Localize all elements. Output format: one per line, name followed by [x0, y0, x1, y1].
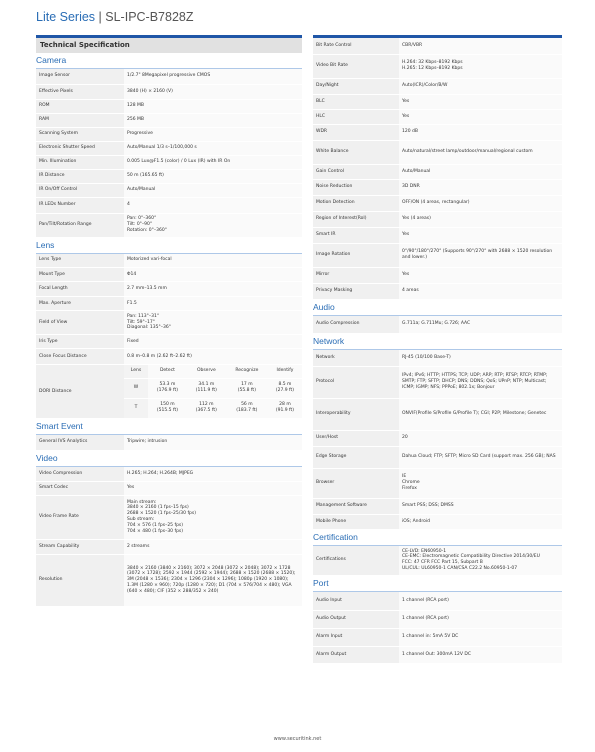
spec-label: Smart IR	[313, 227, 399, 243]
dori-header-recognize: Recognize	[226, 365, 268, 378]
spec-label: Alarm Input	[313, 628, 399, 646]
spec-row-audio-output	[313, 610, 562, 628]
spec-label: Browser	[313, 468, 399, 498]
dori-label: DORI Distance	[36, 365, 124, 419]
dori-table	[124, 365, 302, 419]
spec-label: Close Focus Distance	[36, 349, 124, 365]
spec-row-white-balance	[313, 140, 562, 164]
spec-row-close-focus-distance	[36, 349, 302, 365]
left-column	[36, 35, 302, 607]
left-sections	[36, 55, 302, 607]
spec-label: Privacy Masking	[313, 283, 399, 299]
dori-header-row	[124, 365, 302, 378]
spec-row-max-aperture	[36, 297, 302, 311]
section-title-network: Network	[313, 336, 562, 350]
spec-value: Auto/Manual	[399, 164, 562, 179]
spec-label: Video Frame Rate	[36, 495, 124, 539]
section-title-audio: Audio	[313, 302, 562, 316]
spec-value: Motorized vari-focal	[124, 254, 302, 268]
spec-value: 1 channel Out: 300mA 12V DC	[399, 646, 562, 663]
spec-row-focal-length	[36, 282, 302, 297]
spec-label: Noise Reduction	[313, 179, 399, 195]
spec-value: 20	[399, 430, 562, 446]
spec-row-lens-type	[36, 254, 302, 268]
spec-row-certifications	[313, 546, 562, 576]
spec-value: Yes	[399, 109, 562, 124]
spec-value: Φ14	[124, 268, 302, 282]
spec-label: Stream Capability	[36, 539, 124, 554]
spec-table	[313, 350, 562, 530]
spec-row-ir-distance	[36, 169, 302, 183]
spec-row-video-bit-rate	[313, 54, 562, 78]
spec-value: 0.8 m–0.8 m (2.62 ft–2.62 ft)	[124, 349, 302, 365]
spec-label: Alarm Output	[313, 646, 399, 663]
spec-label: Video Compression	[36, 467, 124, 481]
spec-value: Auto/Manual 1/3 s–1/100,000 s	[124, 141, 302, 155]
spec-heading: Technical Specification	[36, 38, 302, 53]
spec-row-video-compression	[36, 467, 302, 481]
spec-row-mount-type	[36, 268, 302, 282]
spec-value: 4	[124, 197, 302, 213]
spec-label: Scanning System	[36, 127, 124, 141]
spec-row-electronic-shutter-speed	[36, 141, 302, 155]
spec-value: CBR/VBR	[399, 38, 562, 54]
section-title-certification: Certification	[313, 532, 562, 546]
spec-label: RAM	[36, 113, 124, 127]
spec-label: Management Software	[313, 498, 399, 514]
spec-table	[36, 467, 302, 607]
spec-row-image-sensor	[36, 69, 302, 84]
spec-label: Max. Aperture	[36, 297, 124, 311]
footer-url: www.securitink.net	[273, 736, 322, 742]
spec-value: 0°/90°/180°/270° (Supports 90°/270° with 2688 × 1520 resolution and lower.)	[399, 243, 562, 267]
spec-label: IR Distance	[36, 169, 124, 183]
spec-label: Lens Type	[36, 254, 124, 268]
spec-label: IR On/Off Control	[36, 183, 124, 197]
spec-row-smart-codec	[36, 481, 302, 495]
spec-label: General IVS Analytics	[36, 435, 124, 451]
spec-value: Pan: 0°–360° Tilt: 0°–90° Rotation: 0°–360°	[124, 213, 302, 237]
spec-label: White Balance	[313, 140, 399, 164]
spec-value: 1/2.7" 8Megapixel progressive CMOS	[124, 69, 302, 84]
spec-value: Tripwire; intrusion	[124, 435, 302, 451]
spec-value: Auto/natural/street lamp/outdoor/manual/regional custom	[399, 140, 562, 164]
spec-value: RJ-45 (10/100 Base-T)	[399, 350, 562, 366]
spec-label: Electronic Shutter Speed	[36, 141, 124, 155]
spec-label: Focal Length	[36, 282, 124, 297]
spec-value: IE Chrome Firefox	[399, 468, 562, 498]
dori-header-detect: Detect	[148, 365, 187, 378]
spec-value: G.711a; G.711Mu; G.726; AAC	[399, 316, 562, 334]
spec-label: Gain Control	[313, 164, 399, 179]
dori-value: 53.3 m (176.9 ft)	[148, 378, 187, 398]
spec-row-day-night	[313, 78, 562, 94]
spec-row-hlc	[313, 109, 562, 124]
spec-value: H.265; H.264; H.264B; MJPEG	[124, 467, 302, 481]
spec-label: Motion Detection	[313, 195, 399, 211]
spec-row-ram	[36, 113, 302, 127]
right-sections	[313, 38, 562, 664]
spec-row-mobile-phone	[313, 514, 562, 529]
spec-value: 50 m (165.65 ft)	[124, 169, 302, 183]
spec-value: Auto/Manual	[124, 183, 302, 197]
spec-row-stream-capability	[36, 539, 302, 554]
spec-row-management-software	[313, 498, 562, 514]
spec-table	[36, 435, 302, 452]
dori-value: 150 m (515.5 ft)	[148, 398, 187, 418]
spec-row-image-rotation	[313, 243, 562, 267]
spec-value: Main stream: 3840 × 2160 (1 fps–15 fps) 2688 × 1520 (1 fps–25/30 fps) Sub stream: 704 × 576 (1 fps–25 fps) 704 × 480 (1 fps–30 fps)	[124, 495, 302, 539]
spec-row-noise-reduction	[313, 179, 562, 195]
spec-row-bit-rate-control	[313, 38, 562, 54]
spec-value: Yes	[124, 481, 302, 495]
spec-value: 1 channel (RCA port)	[399, 610, 562, 628]
spec-value: Yes	[399, 227, 562, 243]
dori-lens-label: W	[124, 378, 148, 398]
spec-row-audio-input	[313, 592, 562, 610]
spec-table	[313, 316, 562, 335]
dori-value: 34.1 m (111.9 ft)	[187, 378, 226, 398]
spec-label: Image Rotation	[313, 243, 399, 267]
spec-value: Yes (4 areas)	[399, 211, 562, 227]
spec-label: WDR	[313, 124, 399, 140]
section-title-port: Port	[313, 578, 562, 592]
spec-row-resolution	[36, 554, 302, 606]
spec-table	[36, 254, 302, 366]
spec-value: Progressive	[124, 127, 302, 141]
spec-row-ir-leds-number	[36, 197, 302, 213]
spec-row-field-of-view	[36, 311, 302, 335]
spec-label: Day/Night	[313, 78, 399, 94]
spec-label: Effective Pixels	[36, 84, 124, 99]
spec-value: iOS; Android	[399, 514, 562, 529]
spec-table	[36, 69, 302, 238]
spec-row-user-host	[313, 430, 562, 446]
spec-value: Yes	[399, 94, 562, 109]
spec-value: 3840 × 2160 (3840 × 2160); 3072 × 2048 (3072 × 2048); 3072 × 1728 (3072 × 1728); 2592 × 1944 (2592 × 1944); 2688 × 1520 (2688 × 1520); 3M (2048 × 1536); 2304 × 1296 (2304 × 1296); 1080p (1920 × 1080); 1.3M (1280 × 960); 720p (1280 × 720); D1 (704 × 576/704 × 480); VGA (640 × 480); CIF (352 × 288/352 × 240)	[124, 554, 302, 606]
section-title-lens: Lens	[36, 240, 302, 254]
spec-label: Audio Input	[313, 592, 399, 610]
model-number: SL-IPC-B7828Z	[105, 10, 194, 24]
spec-value: F1.5	[124, 297, 302, 311]
spec-label: Resolution	[36, 554, 124, 606]
spec-row-min-illumination	[36, 155, 302, 169]
right-column	[313, 35, 562, 664]
spec-label: Audio Output	[313, 610, 399, 628]
spec-row-alarm-output	[313, 646, 562, 663]
spec-row-alarm-input	[313, 628, 562, 646]
spec-value: 1 channel in: 5mA 5V DC	[399, 628, 562, 646]
dori-value: 56 m (183.7 ft)	[226, 398, 268, 418]
spec-row-wdr	[313, 124, 562, 140]
spec-label: User/Host	[313, 430, 399, 446]
dori-value: 28 m (91.9 ft)	[268, 398, 302, 418]
dori-header-observe: Observe	[187, 365, 226, 378]
spec-label: Field of View	[36, 311, 124, 335]
series-name: Lite Series	[36, 10, 96, 24]
spec-row-effective-pixels	[36, 84, 302, 99]
spec-value: 128 MB	[124, 99, 302, 113]
spec-label: BLC	[313, 94, 399, 109]
spec-table	[313, 592, 562, 664]
spec-value: CE-LVD: EN60950-1 CE-EMC: Electromagnetic Compatibility Directive 2014/30/EU FCC: 47 CFR FCC Part 15, Subpart B UL/CUL: UL60950-1 CAN/CSA C22.2 No.60950-1-07	[399, 546, 562, 576]
spec-table	[313, 38, 562, 300]
spec-label: Region of Interest(RoI)	[313, 211, 399, 227]
spec-row-region-of-interest-roi	[313, 211, 562, 227]
spec-label: Iris Type	[36, 335, 124, 349]
spec-label: IR LEDs Number	[36, 197, 124, 213]
dori-value: 17 m (55.8 ft)	[226, 378, 268, 398]
dori-row	[124, 378, 302, 398]
spec-value: OFF/ON (4 areas, rectangular)	[399, 195, 562, 211]
spec-row-video-frame-rate	[36, 495, 302, 539]
spec-row-edge-storage	[313, 446, 562, 468]
spec-value: Auto(ICR)/Color/B/W	[399, 78, 562, 94]
spec-value: Fixed	[124, 335, 302, 349]
spec-label: Network	[313, 350, 399, 366]
spec-label: Mirror	[313, 267, 399, 283]
spec-table	[313, 546, 562, 577]
spec-row-ir-on-off-control	[36, 183, 302, 197]
spec-value: Pan: 113°–31° Tilt: 59°–17° Diagonal: 135°–36°	[124, 311, 302, 335]
spec-label: Video Bit Rate	[313, 54, 399, 78]
spec-row-blc	[313, 94, 562, 109]
section-title-smart-event: Smart Event	[36, 421, 302, 435]
spec-row-privacy-masking	[313, 283, 562, 299]
spec-value: 3840 (H) × 2160 (V)	[124, 84, 302, 99]
dori-header-identify: Identify	[268, 365, 302, 378]
dori-value: 8.5 m (27.9 ft)	[268, 378, 302, 398]
spec-row-mirror	[313, 267, 562, 283]
spec-label: Certifications	[313, 546, 399, 576]
spec-label: HLC	[313, 109, 399, 124]
spec-value: 0.005 Lux@F1.5 (color) / 0 Lux (IR) with IR On	[124, 155, 302, 169]
spec-row-iris-type	[36, 335, 302, 349]
dori-value: 112 m (367.5 ft)	[187, 398, 226, 418]
spec-row-audio-compression	[313, 316, 562, 334]
spec-label: Pan/Tilt/Rotation Range	[36, 213, 124, 237]
section-title-camera: Camera	[36, 55, 302, 69]
spec-row-protocol	[313, 366, 562, 398]
spec-value: Dahua Cloud; FTP; SFTP; Micro SD Card (support max. 256 GB); NAS	[399, 446, 562, 468]
spec-label: Smart Codec	[36, 481, 124, 495]
spec-label: Mobile Phone	[313, 514, 399, 529]
spec-row-browser	[313, 468, 562, 498]
spec-value: 2 streams	[124, 539, 302, 554]
spec-row-scanning-system	[36, 127, 302, 141]
spec-label: Edge Storage	[313, 446, 399, 468]
spec-label: ROM	[36, 99, 124, 113]
spec-row-network	[313, 350, 562, 366]
spec-value: 120 dB	[399, 124, 562, 140]
spec-label: Audio Compression	[313, 316, 399, 334]
spec-value: ONVIF(Profile S/Profile G/Profile T); CGI; P2P; Milestone; Genetec	[399, 398, 562, 430]
spec-label: Protocol	[313, 366, 399, 398]
dori-lens-label: T	[124, 398, 148, 418]
spec-value: IPv4; IPv6; HTTP; HTTPS; TCP; UDP; ARP; RTP; RTSP; RTCP; RTMP; SMTP; FTP; SFTP; DHCP; DNS; DDNS; QoS; UPnP; NTP; Multicast; ICMP; IGMP; NFS; PPPoE; 802.1x; Bonjour	[399, 366, 562, 398]
spec-row-pan-tilt-rotation-range	[36, 213, 302, 237]
spec-label: Image Sensor	[36, 69, 124, 84]
spec-label: Interoperability	[313, 398, 399, 430]
spec-label: Min. Illumination	[36, 155, 124, 169]
spec-value: H.264: 32 Kbps–8192 Kbps H.265: 12 Kbps–8192 Kbps	[399, 54, 562, 78]
spec-value: 4 areas	[399, 283, 562, 299]
spec-row-general-ivs-analytics	[36, 435, 302, 451]
spec-value: Smart PSS; DSS; DMSS	[399, 498, 562, 514]
title-separator: |	[95, 10, 106, 24]
spec-value: 3D DNR	[399, 179, 562, 195]
spec-label: Mount Type	[36, 268, 124, 282]
spec-value: Yes	[399, 267, 562, 283]
dori-row	[124, 398, 302, 418]
spec-label: Bit Rate Control	[313, 38, 399, 54]
dori-header-lens: Lens	[124, 365, 148, 378]
spec-row-gain-control	[313, 164, 562, 179]
spec-row-rom	[36, 99, 302, 113]
section-title-video: Video	[36, 453, 302, 467]
spec-row-smart-ir	[313, 227, 562, 243]
spec-value: 2.7 mm–13.5 mm	[124, 282, 302, 297]
spec-row-interoperability	[313, 398, 562, 430]
spec-row-motion-detection	[313, 195, 562, 211]
page-title	[36, 10, 194, 26]
spec-value: 1 channel (RCA port)	[399, 592, 562, 610]
spec-value: 256 MB	[124, 113, 302, 127]
dori-distance-block	[36, 365, 302, 419]
